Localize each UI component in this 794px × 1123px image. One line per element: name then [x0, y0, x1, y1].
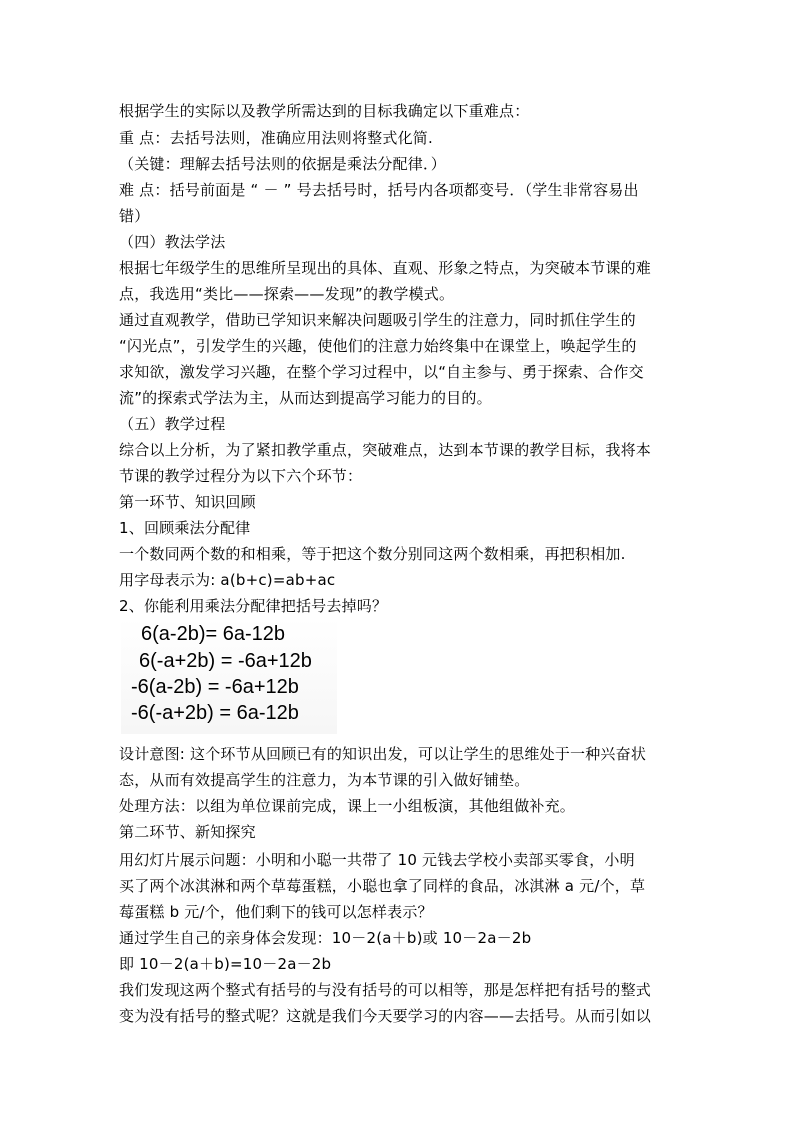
text-line: 点，我选用“类比——探索——发现”的教学模式。 [119, 285, 455, 303]
text-line: 求知欲，激发学习兴趣，在整个学习过程中，以“自主参与、勇于探索、合作交 [119, 363, 644, 381]
text-line: 设计意图: 这个环节从回顾已有的知识出发，可以让学生的思维处于一种兴奋状 [119, 745, 647, 763]
text-line: 用字母表示为: a(b+c)=ab+ac [119, 571, 336, 589]
section-heading: 第二环节、新知探究 [119, 823, 256, 841]
text-line: 即 10－2(a＋b)=10－2a－2b [119, 955, 332, 973]
formula-image [121, 618, 337, 734]
text-line: 我们发现这两个整式有括号的与没有括号的可以相等，那是怎样把有括号的整式 [119, 981, 652, 999]
text-line: 处理方法：以组为单位课前完成，课上一小组板演，其他组做补充。 [119, 797, 576, 815]
text-line: 通过直观教学，借助已学知识来解决问题吸引学生的注意力，同时抓住学生的 [119, 311, 636, 329]
section-heading: （四）教法学法 [119, 233, 226, 251]
text-line: （关键：理解去括号法则的依据是乘法分配律．） [119, 155, 446, 173]
text-line: 买了两个冰淇淋和两个草莓蛋糕，小聪也拿了同样的食品，冰淇淋 a 元/个，草 [119, 877, 646, 895]
text-line: 1、回顾乘法分配律 [119, 519, 251, 537]
formula-line: 6(a-2b)= 6a-12b [141, 623, 285, 645]
text-line: 用幻灯片展示问题：小明和小聪一共带了 10 元钱去学校小卖部买零食，小明 [119, 851, 635, 869]
section-heading: 第一环节、知识回顾 [119, 493, 256, 511]
formula-line: -6(-a+2b) = 6a-12b [131, 702, 299, 724]
text-line: 莓蛋糕 b 元/个，他们剩下的钱可以怎样表示？ [119, 903, 433, 921]
section-heading: （五）教学过程 [119, 415, 226, 433]
formula-line: -6(a-2b) = -6a+12b [131, 676, 299, 698]
text-line: 变为没有括号的整式呢？这就是我们今天要学习的内容——去括号。从而引如以 [119, 1007, 652, 1025]
text-line: 综合以上分析，为了紧扣教学重点，突破难点，达到本节课的教学目标，我将本 [119, 441, 652, 459]
text-line: 通过学生自己的亲身体会发现：10－2(a＋b)或 10－2a－2b [119, 929, 532, 947]
text-line: 根据七年级学生的思维所呈现出的具体、直观、形象之特点，为突破本节课的难 [119, 259, 652, 277]
text-line: 重 点：去括号法则，准确应用法则将整式化简. [119, 129, 433, 147]
text-line: 节课的教学过程分为以下六个环节： [119, 467, 363, 485]
text-line: 2、你能利用乘法分配律把括号去掉吗？ [119, 597, 388, 615]
text-line: “闪光点”，引发学生的兴趣，使他们的注意力始终集中在课堂上，唤起学生的 [119, 337, 637, 355]
text-line: 根据学生的实际以及教学所需达到的目标我确定以下重难点： [119, 102, 530, 120]
text-line: 流”的探索式学法为主，从而达到提高学习能力的目的。 [119, 389, 492, 407]
text-line: 态，从而有效提高学生的注意力，为本节课的引入做好铺垫。 [119, 771, 530, 789]
text-line: 错） [119, 207, 150, 225]
text-line: 难 点：括号前面是 “ － ” 号去括号时，括号内各项都变号．（学生非常容易出 [119, 181, 639, 199]
text-line: 一个数同两个数的和相乘，等于把这个数分别同这两个数相乘，再把积相加. [119, 545, 626, 563]
formula-line: 6(-a+2b) = -6a+12b [139, 650, 312, 672]
